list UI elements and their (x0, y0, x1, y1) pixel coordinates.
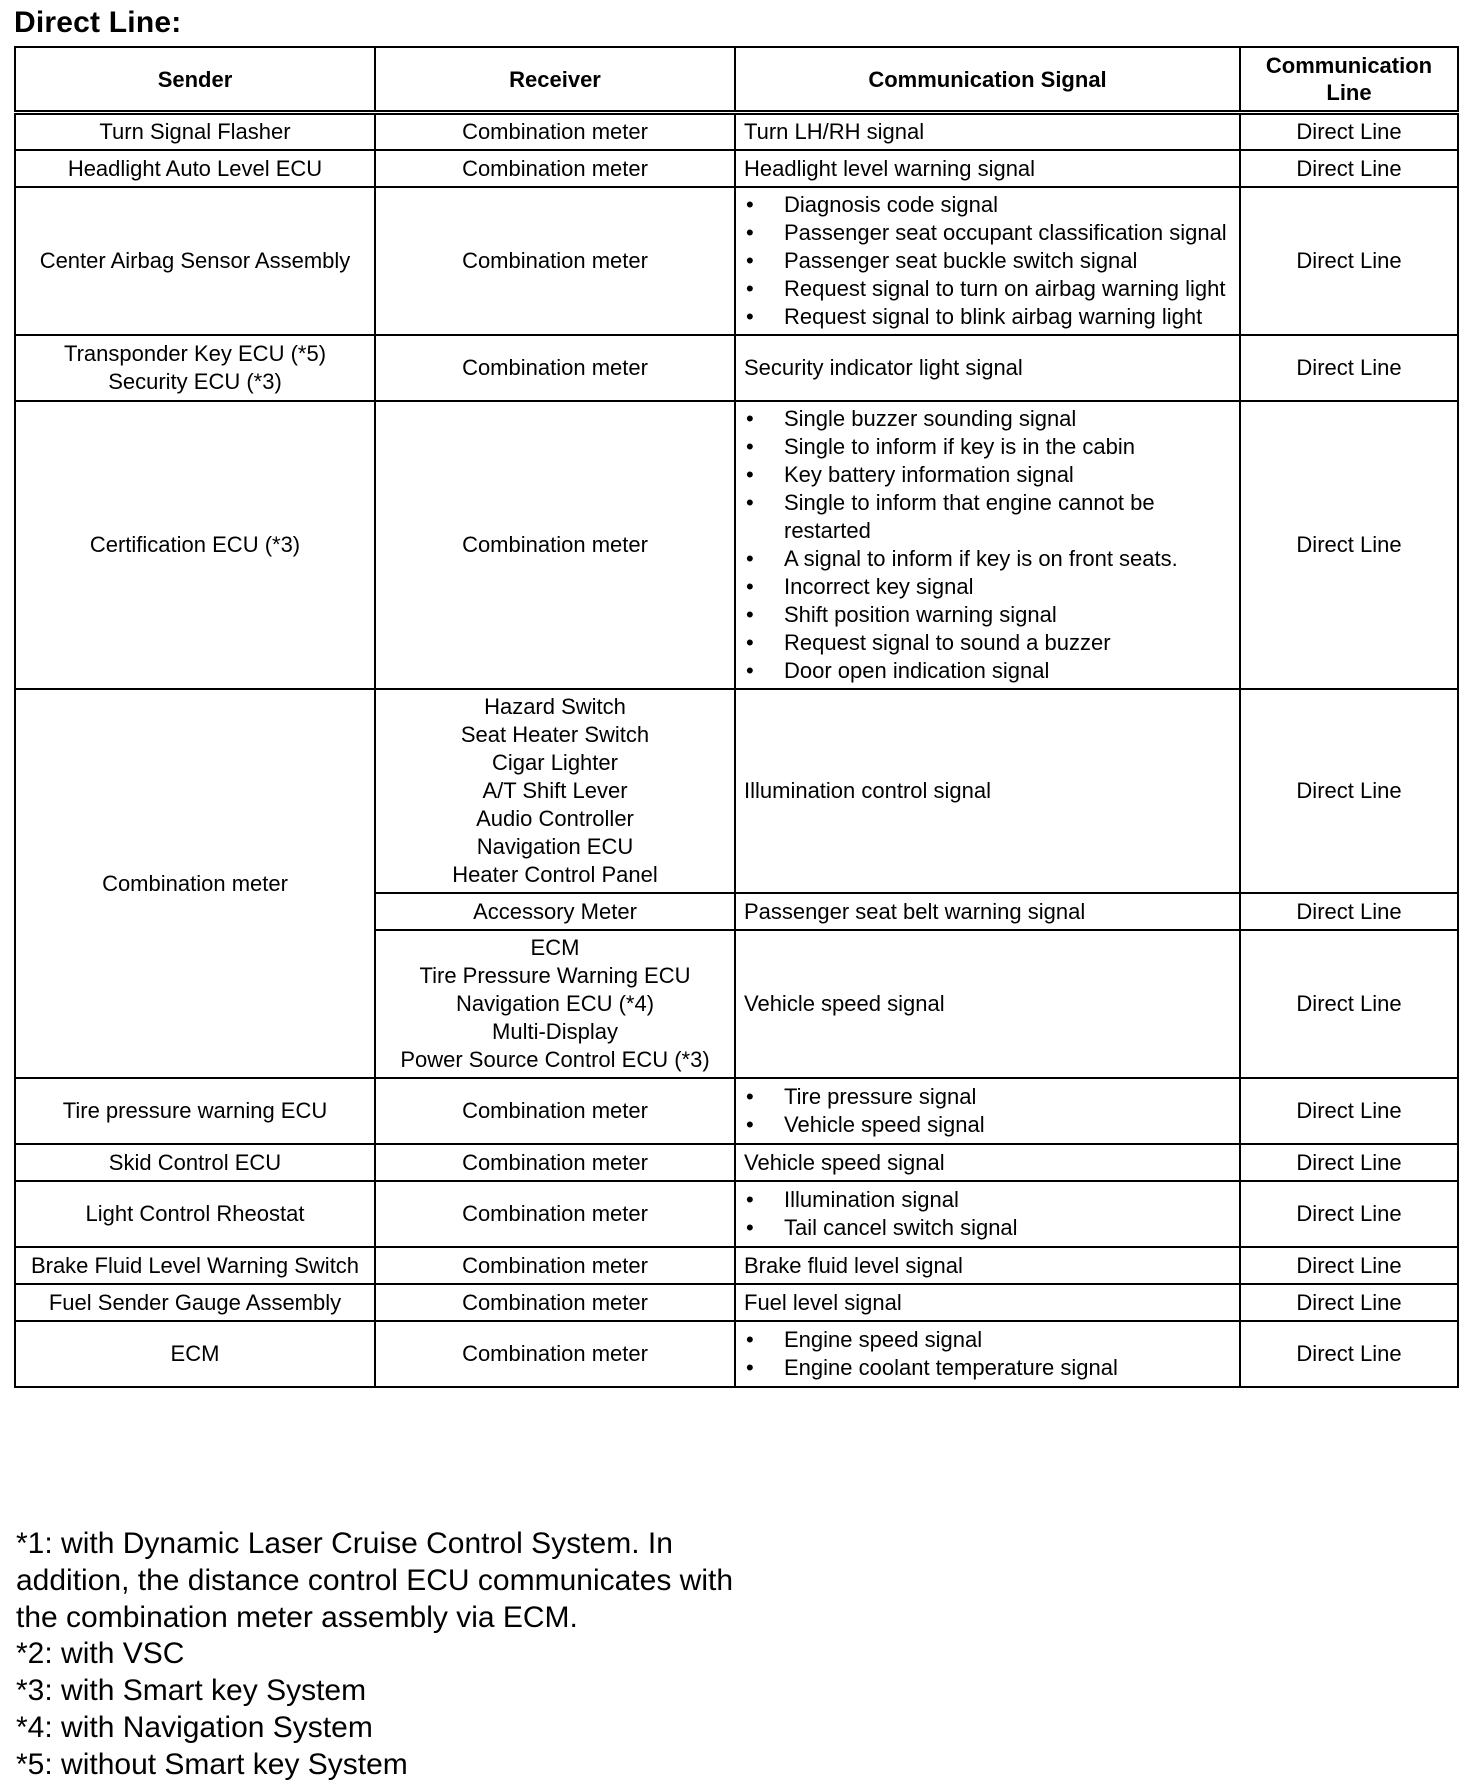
signal-list (744, 405, 1231, 685)
signal-list (744, 1083, 1231, 1139)
receiver-cell: Combination meter (375, 150, 735, 187)
sender-cell: Certification ECU (*3) (15, 401, 375, 689)
footnote-line: *4: with Navigation System (16, 1710, 373, 1744)
sender-cell: ECM (15, 1321, 375, 1387)
receiver-cell (375, 689, 735, 893)
receiver-cell: Combination meter (375, 1181, 735, 1247)
footnote-line: *5: without Smart key System (16, 1747, 408, 1781)
signal-cell: Headlight level warning signal (735, 150, 1240, 187)
signal-item: • Passenger seat buckle switch signal (744, 247, 1231, 275)
footnote-line: *2: with VSC (16, 1637, 185, 1671)
line-cell: Direct Line (1240, 1321, 1458, 1387)
line-cell: Direct Line (1240, 113, 1458, 151)
line-cell: Direct Line (1240, 689, 1458, 893)
table-row (15, 1284, 1458, 1321)
signal-cell: Turn LH/RH signal (735, 113, 1240, 151)
sender-cell: Fuel Sender Gauge Assembly (15, 1284, 375, 1321)
header-line-part: Line (1326, 80, 1372, 105)
footnote-line: *3: with Smart key System (16, 1674, 367, 1708)
signal-cell (735, 1321, 1240, 1387)
receiver-cell: Combination meter (375, 113, 735, 151)
signal-cell: Fuel level signal (735, 1284, 1240, 1321)
receiver-cell: Combination meter (375, 401, 735, 689)
table-header-row (15, 47, 1458, 113)
signal-item: • Door open indication signal (744, 657, 1231, 685)
signal-list (744, 191, 1231, 331)
line-cell: Direct Line (1240, 150, 1458, 187)
signal-cell: Passenger seat belt warning signal (735, 893, 1240, 930)
sender-cell (15, 335, 375, 401)
receiver-line: Cigar Lighter (492, 750, 618, 775)
sender-cell: Light Control Rheostat (15, 1181, 375, 1247)
line-cell: Direct Line (1240, 1078, 1458, 1144)
signal-cell (735, 1078, 1240, 1144)
signal-item: • Request signal to sound a buzzer (744, 629, 1231, 657)
header-sender: Sender (15, 47, 375, 113)
sender-line: Security ECU (*3) (108, 369, 282, 394)
sender-cell: Brake Fluid Level Warning Switch (15, 1247, 375, 1284)
sender-cell: Turn Signal Flasher (15, 113, 375, 151)
receiver-cell: Combination meter (375, 1144, 735, 1181)
signal-cell (735, 401, 1240, 689)
footnote-line: addition, the distance control ECU communicates with (16, 1563, 734, 1597)
signal-item: • Key battery information signal (744, 461, 1231, 489)
table-row (15, 187, 1458, 335)
receiver-line: ECM (530, 935, 580, 960)
header-communication-line (1240, 47, 1458, 113)
table-row (15, 401, 1458, 689)
receiver-cell: Combination meter (375, 1284, 735, 1321)
receiver-line: Tire Pressure Warning ECU (419, 963, 691, 988)
receiver-line: Navigation ECU (476, 834, 634, 859)
line-cell: Direct Line (1240, 1247, 1458, 1284)
signal-cell: Vehicle speed signal (735, 930, 1240, 1078)
receiver-line: Hazard Switch (484, 694, 626, 719)
signal-cell: Security indicator light signal (735, 335, 1240, 401)
direct-line-table (14, 46, 1459, 1388)
signal-cell (735, 1181, 1240, 1247)
signal-item: • Engine speed signal (744, 1326, 1231, 1354)
line-cell: Direct Line (1240, 1284, 1458, 1321)
signal-item: • Tire pressure signal (744, 1083, 1231, 1111)
header-line-part: Communication (1265, 53, 1433, 78)
table-row (15, 1181, 1458, 1247)
line-cell: Direct Line (1240, 1144, 1458, 1181)
table-row (15, 1144, 1458, 1181)
line-cell: Direct Line (1240, 187, 1458, 335)
receiver-cell: Combination meter (375, 1321, 735, 1387)
footnote-line: the combination meter assembly via ECM. (16, 1600, 578, 1634)
line-cell: Direct Line (1240, 1181, 1458, 1247)
receiver-line: Power Source Control ECU (*3) (400, 1047, 710, 1072)
sender-cell: Center Airbag Sensor Assembly (15, 187, 375, 335)
header-receiver: Receiver (375, 47, 735, 113)
receiver-line: A/T Shift Lever (482, 778, 628, 803)
receiver-cell: Combination meter (375, 335, 735, 401)
table-row (15, 113, 1458, 151)
signal-item: • Single to inform that engine cannot be restarted (744, 489, 1231, 545)
receiver-line: Audio Controller (476, 806, 634, 831)
line-cell: Direct Line (1240, 930, 1458, 1078)
receiver-cell: Combination meter (375, 1247, 735, 1284)
sender-cell: Headlight Auto Level ECU (15, 150, 375, 187)
signal-item: • Single to inform if key is in the cabin (744, 433, 1231, 461)
page-title: Direct Line: (14, 6, 182, 39)
signal-item: • Engine coolant temperature signal (744, 1354, 1231, 1382)
table-row (15, 1078, 1458, 1144)
signal-list (744, 1186, 1231, 1242)
signal-cell: Illumination control signal (735, 689, 1240, 893)
receiver-line: Seat Heater Switch (460, 722, 650, 747)
sender-cell: Skid Control ECU (15, 1144, 375, 1181)
sender-cell: Combination meter (15, 689, 375, 1078)
receiver-cell (375, 930, 735, 1078)
signal-list (744, 1326, 1231, 1382)
signal-item: • Vehicle speed signal (744, 1111, 1231, 1139)
table-row (15, 150, 1458, 187)
signal-item: • Passenger seat occupant classification signal (744, 219, 1231, 247)
receiver-line: Multi-Display (492, 1019, 618, 1044)
table-row (15, 689, 1458, 893)
receiver-cell: Accessory Meter (375, 893, 735, 930)
footnotes (16, 1526, 733, 1784)
signal-cell: Brake fluid level signal (735, 1247, 1240, 1284)
receiver-line: Heater Control Panel (452, 862, 658, 887)
signal-cell: Vehicle speed signal (735, 1144, 1240, 1181)
sender-line: Transponder Key ECU (*5) (63, 341, 327, 366)
table-row (15, 1321, 1458, 1387)
signal-item: • Incorrect key signal (744, 573, 1231, 601)
signal-cell (735, 187, 1240, 335)
receiver-line: Navigation ECU (*4) (455, 991, 655, 1016)
sender-cell: Tire pressure warning ECU (15, 1078, 375, 1144)
table-row (15, 335, 1458, 401)
table-row (15, 1247, 1458, 1284)
signal-item: • Single buzzer sounding signal (744, 405, 1231, 433)
signal-item: • Illumination signal (744, 1186, 1231, 1214)
signal-item: • Shift position warning signal (744, 601, 1231, 629)
signal-item: • Diagnosis code signal (744, 191, 1231, 219)
line-cell: Direct Line (1240, 335, 1458, 401)
receiver-cell: Combination meter (375, 187, 735, 335)
receiver-cell: Combination meter (375, 1078, 735, 1144)
line-cell: Direct Line (1240, 401, 1458, 689)
signal-item: • Request signal to turn on airbag warning light (744, 275, 1231, 303)
signal-item: • A signal to inform if key is on front seats. (744, 545, 1231, 573)
header-communication-signal: Communication Signal (735, 47, 1240, 113)
signal-item: • Tail cancel switch signal (744, 1214, 1231, 1242)
line-cell: Direct Line (1240, 893, 1458, 930)
footnote-line: *1: with Dynamic Laser Cruise Control System. In (16, 1527, 673, 1560)
signal-item: • Request signal to blink airbag warning light (744, 303, 1231, 331)
